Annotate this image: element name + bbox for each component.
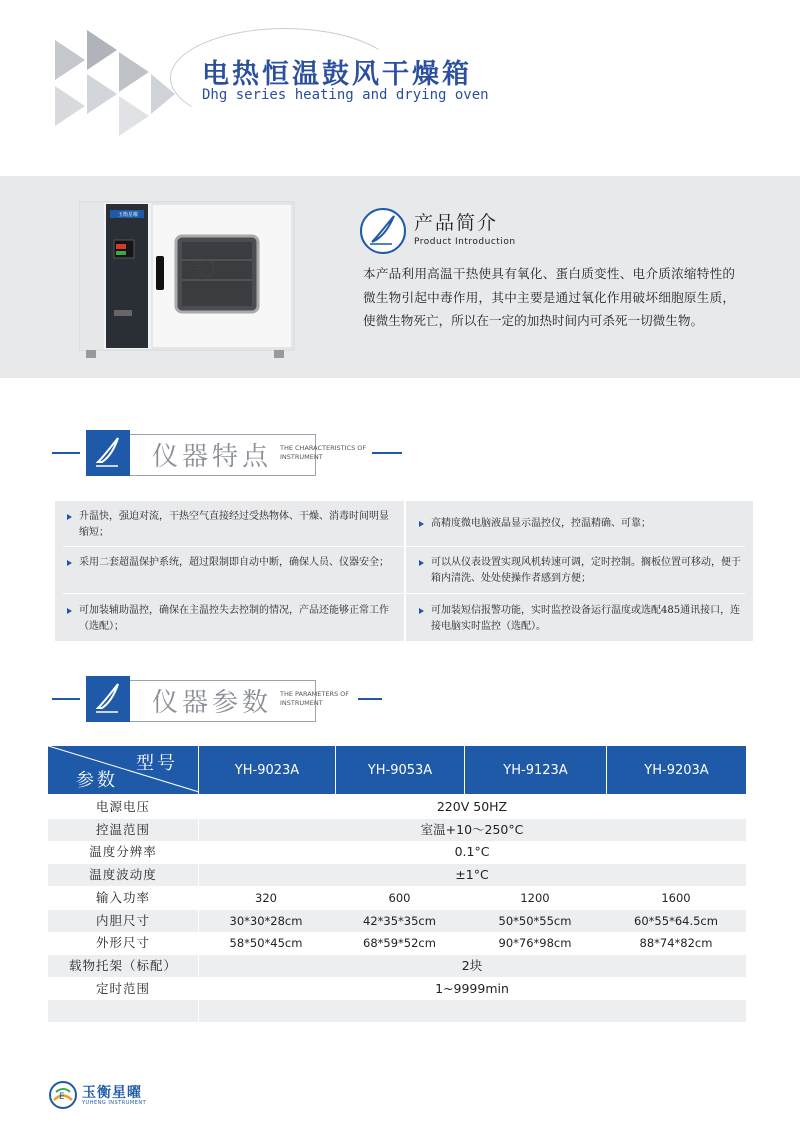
table-row	[48, 841, 746, 863]
features-title: 仪器特点	[152, 442, 273, 472]
row-label: 电源电压	[95, 799, 150, 814]
row-value: 88*74*82cm	[639, 936, 713, 951]
section-icon-box	[86, 430, 130, 476]
svg-text:E: E	[59, 1092, 65, 1102]
table-row	[48, 1000, 746, 1022]
table-row	[48, 932, 746, 954]
row-label: 内胆尺寸	[95, 912, 150, 928]
footer-brand-cn: 玉衡星曜	[82, 1085, 142, 1101]
row-value: 50*50*55cm	[498, 913, 572, 928]
features-divider	[404, 501, 406, 641]
row-value: 220V 50HZ	[436, 799, 508, 814]
feature-item: 高精度微电脑液晶显示温控仪，控温精确、可靠；	[407, 516, 750, 558]
feature-item: 可加装短信报警功能，实时监控设备运行温度或选配485通讯接口，连接电脑实时监控（选配）。	[407, 603, 750, 645]
brand-logo-icon	[48, 1080, 78, 1110]
row-label: 输入功率	[95, 889, 150, 905]
table-corner-cell	[48, 746, 198, 794]
oven-product-image	[78, 200, 296, 362]
row-value: 1~9999min	[435, 980, 509, 996]
row-value: 30*30*28cm	[229, 913, 303, 928]
table-row	[48, 978, 746, 1000]
section-line-left	[52, 698, 80, 700]
row-label: 载物托架（标配）	[68, 957, 177, 973]
footer-logo	[48, 1080, 158, 1110]
section-line-left	[52, 452, 80, 454]
table-row	[48, 819, 746, 841]
row-label	[48, 1000, 198, 1022]
intro-body: 本产品利用高温干热使具有氧化、蛋白质变性、电介质浓缩特性的微生物引起中毒作用，其中主要是通过氧化作用破坏细胞原生质，使微生物死亡，所以在一定的加热时间内可杀死一切微生物。	[363, 266, 735, 328]
row-value: 90*76*98cm	[498, 936, 572, 951]
model-header: YH-9023A	[199, 746, 335, 794]
row-value: ±1°C	[455, 867, 489, 883]
features-title-en: THE CHARACTERISTICS OF INSTRUMENT	[280, 444, 367, 461]
feature-item: 可加装辅助温控，确保在主温控失去控制的情况，产品还能够正常工作（选配）；	[55, 603, 398, 645]
features-section-header	[52, 430, 752, 476]
feature-item: 可以从仪表设置实现风机转速可调，定时控制。搁板位置可移动，便于箱内清洗、处处使操作者感到方便；	[407, 555, 750, 597]
row-value: 0.1°C	[454, 844, 490, 860]
table-row	[48, 955, 746, 977]
row-value	[198, 1000, 746, 1022]
row-value: 60*55*64.5cm	[634, 913, 718, 928]
row-value: 600	[388, 890, 411, 905]
params-table-header	[48, 746, 746, 794]
params-title: 仪器参数	[152, 688, 273, 718]
params-section-header	[52, 676, 752, 722]
row-value: 58*50*45cm	[229, 936, 303, 951]
quill-icon	[92, 436, 124, 470]
oven-panel-label: 玉衡星曜	[117, 212, 138, 218]
header-triangles-decoration	[55, 30, 175, 140]
row-value: 68*59*52cm	[363, 936, 436, 951]
row-label: 控温范围	[95, 821, 150, 837]
intro-heading: 产品简介	[414, 212, 499, 234]
row-label: 定时范围	[95, 980, 150, 996]
params-title-en: THE PARAMETERS OF INSTRUMENT	[280, 690, 350, 707]
table-row	[48, 796, 746, 818]
table-row	[48, 910, 746, 932]
corner-param-label: 参数	[76, 770, 118, 791]
intro-heading-en: Product Introduction	[414, 237, 516, 247]
footer-brand-en: YUHENG INSTRUMENT	[82, 1100, 147, 1106]
row-label: 温度波动度	[89, 867, 157, 883]
table-row	[48, 887, 746, 909]
row-value: 42*35*35cm	[363, 913, 436, 928]
row-label: 温度分辨率	[89, 844, 157, 860]
features-grid	[55, 501, 753, 641]
quill-logo-icon	[358, 206, 408, 256]
row-value: 室温+10～250°C	[420, 821, 524, 837]
model-header: YH-9203A	[606, 746, 746, 794]
corner-model-label: 型号	[136, 753, 178, 774]
model-header: YH-9123A	[464, 746, 606, 794]
feature-item: 采用二套超温保护系统，超过限制即自动中断，确保人员、仪器安全；	[55, 555, 398, 597]
row-value: 2块	[461, 957, 483, 973]
row-label: 外形尺寸	[95, 935, 150, 951]
row-value: 1200	[520, 890, 550, 905]
model-header: YH-9053A	[335, 746, 464, 794]
quill-icon	[92, 682, 124, 716]
table-row	[48, 864, 746, 886]
row-value: 1600	[661, 890, 691, 905]
section-icon-box	[86, 676, 130, 722]
feature-item: 升温快，强迫对流，干热空气直接经过受热物体、干燥、消毒时间明显缩短；	[55, 509, 398, 551]
page-title: 电热恒温鼓风干燥箱	[202, 59, 472, 90]
row-value: 320	[255, 890, 277, 905]
page-subtitle: Dhg series heating and drying oven	[202, 87, 489, 103]
